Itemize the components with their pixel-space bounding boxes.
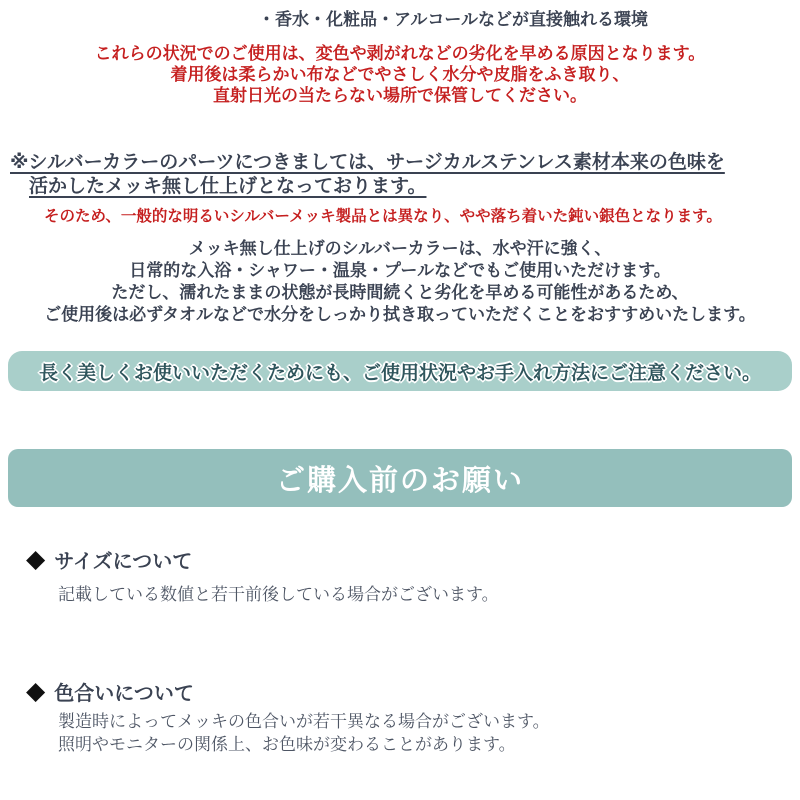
silver-usage-line: ただし、濡れたままの状態が長時間続くと劣化を早める可能性があるため、 [111,283,689,302]
hue-section-body-line: 照明やモニターの関係上、お色味が変わることがあります。 [58,735,516,754]
silver-usage-line: ご使用後は必ずタオルなどで水分をしっかり拭き取っていただくことをおすすめいたします。 [44,305,756,324]
care-warning-line: 着用後は柔らかい布などでやさしく水分や皮脂をふき取り、 [170,65,630,84]
hue-section-heading [26,677,194,706]
size-section-body [58,583,499,606]
care-warning-block [0,43,800,106]
silver-finish-note-line2: 活かしたメッキ無し仕上げとなっております。 [29,176,427,197]
care-warning-line: これらの状況でのご使用は、変色や剥がれなどの劣化を早める原因となります。 [94,44,706,63]
care-warning-line: 直射日光の当たらない場所で保管してください。 [213,86,587,105]
care-reminder-banner-text: 長く美しくお使いいただくためにも、ご使用状況やお手入れ方法にご注意ください。 [38,362,761,384]
environment-bullet-line: ・香水・化粧品・アルコールなどが直接触れる環境 [258,10,648,29]
hue-section-body-line: 製造時によってメッキの色合いが若干異なる場合がございます。 [58,712,550,731]
diamond-icon: ◆ [26,677,46,705]
silver-usage-line: メッキ無し仕上げのシルバーカラーは、水や汗に強く、 [188,239,612,258]
silver-finish-subnote: そのため、一般的な明るいシルバーメッキ製品とは異なり、やや落ち着いた鈍い銀色となります。 [44,208,722,225]
care-reminder-banner [8,351,792,391]
silver-usage-block [0,238,800,326]
silver-usage-line: 日常的な入浴・シャワー・温泉・プールなどでもご使用いただけます。 [129,261,671,280]
purchase-notice-header-band [8,449,792,507]
size-section-heading-text: サイズについて [54,551,193,573]
silver-finish-note-line1: ※シルバーカラーのパーツにつきましては、サージカルステンレス素材本来の色味を [10,152,725,173]
size-section-body-line: 記載している数値と若干前後している場合がございます。 [58,585,499,604]
hue-section-body [58,710,550,756]
hue-section-heading-text: 色合いについて [54,683,194,705]
purchase-notice-title: ご購入前のお願い [275,464,524,497]
size-section-heading [26,545,192,574]
diamond-icon: ◆ [26,545,46,573]
